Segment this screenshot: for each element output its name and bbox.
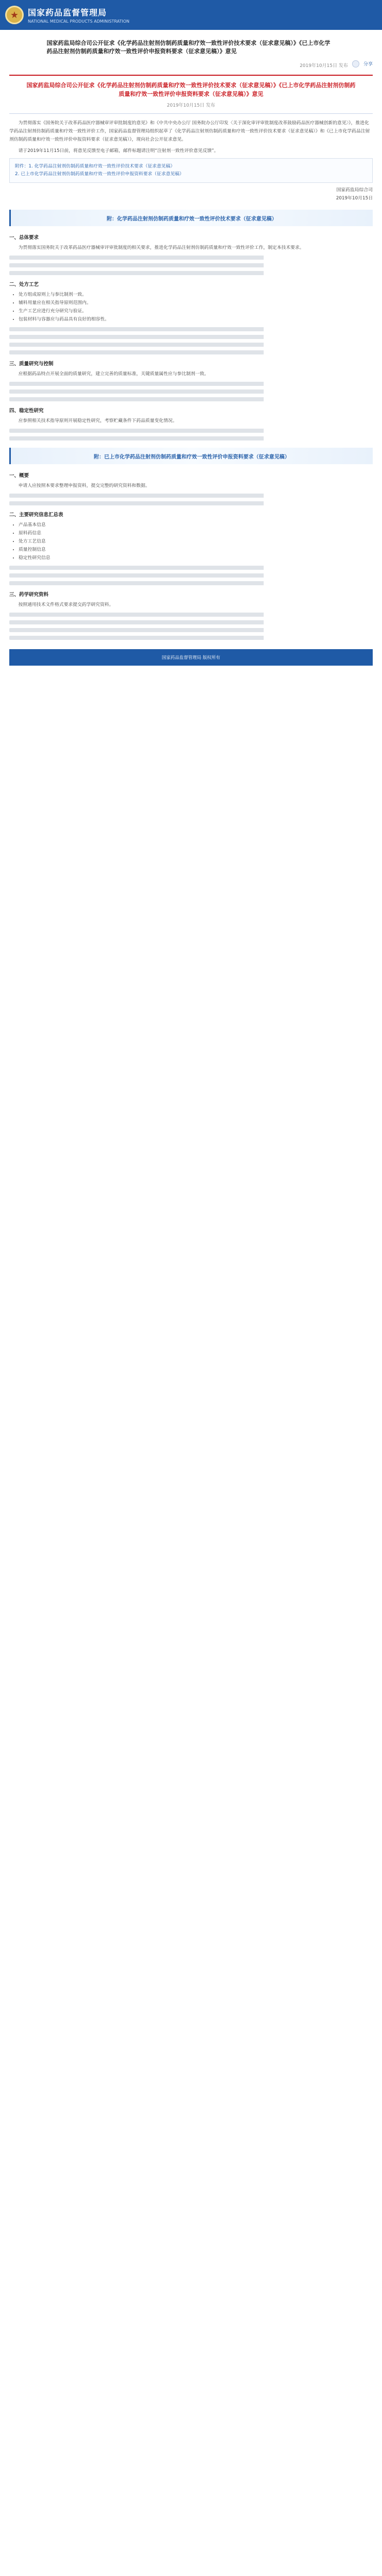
text-line (9, 343, 373, 347)
text-line (9, 335, 373, 339)
site-header (0, 0, 382, 30)
divider (9, 75, 373, 76)
brand-english: NATIONAL MEDICAL PRODUCTS ADMINISTRATION (28, 19, 129, 24)
list-item: • 包装材料与容器应与药品具有良好的相容性。 (19, 315, 373, 324)
list-item: • 处方工艺信息 (19, 537, 373, 546)
paragraph: 应参照相关技术指导原则开展稳定性研究，考察贮藏条件下药品质量变化情况。 (18, 418, 177, 423)
section-heading: 二、主要研究信息汇总表 (9, 512, 63, 518)
publish-meta: 2019年10月15日 发布 (300, 63, 348, 69)
section-heading: 三、药学研究资料 (9, 592, 49, 598)
section-body (9, 370, 373, 378)
print-icon[interactable] (352, 60, 359, 67)
text-line (9, 271, 373, 275)
meta-row (9, 59, 373, 69)
list-item: • 处方组成原则上与参比制剂一致。 (19, 291, 373, 299)
announcement-title: 国家药监局综合司公开征求《化学药品注射剂仿制药质量和疗效一致性评价技术要求（征求意见稿）》《已上市化学药品注射剂仿制药质量和疗效一致性评价申报资料要求（征求意见稿）》意见 (26, 82, 356, 97)
section-body (9, 482, 373, 490)
text-line (9, 581, 373, 585)
text-line (9, 573, 373, 578)
page-content (0, 30, 382, 686)
text-line (9, 494, 373, 498)
page-title: 国家药监局综合司公开征求《化学药品注射剂仿制药质量和疗效一致性评价技术要求（征求意见稿）》《已上市化学药品注射剂仿制药质量和疗效一致性评价申报资料要求（征求意见稿）》意见 (46, 40, 330, 55)
text-line (9, 501, 373, 505)
text-line (9, 636, 373, 640)
sign-date: 2019年10月15日 (336, 196, 373, 201)
section-body (9, 417, 373, 425)
text-line (9, 613, 373, 617)
paragraph: 为贯彻落实国务院关于改革药品医疗器械审评审批制度的相关要求，推进化学药品注射剂仿制药质量和疗效一致性评价工作，制定本技术要求。 (18, 245, 304, 250)
text-line (9, 436, 373, 440)
list-item: • 质量控制信息 (19, 546, 373, 554)
site-footer: 国家药品监督管理局 版权所有 (9, 649, 373, 666)
list-item: • 原料药信息 (19, 529, 373, 537)
text-line (9, 429, 373, 433)
paragraph: 按照通用技术文件格式要求提交药学研究资料。 (18, 602, 114, 607)
text-line (9, 620, 373, 624)
attachment-link[interactable]: 附件：1. 化学药品注射剂仿制药质量和疗效一致性评价技术要求（征求意见稿） (15, 164, 175, 169)
bullet-list (9, 521, 373, 562)
attachment-link[interactable]: 2. 已上市化学药品注射剂仿制药质量和疗效一致性评价申报资料要求（征求意见稿） (15, 172, 184, 177)
text-line (9, 263, 373, 267)
section-heading: 一、总体要求 (9, 235, 39, 241)
text-line (9, 382, 373, 386)
emblem-icon: ★ (5, 6, 24, 24)
announcement-date: 2019年10月15日 发布 (167, 103, 215, 108)
text-line (9, 389, 373, 394)
signature (9, 186, 373, 202)
bullet-list (9, 291, 373, 324)
section-heading: 四、稳定性研究 (9, 408, 44, 414)
paragraph: 申请人应按照本要求整理申报资料，提交完整的研究资料和数据。 (18, 483, 150, 488)
list-item: • 产品基本信息 (19, 521, 373, 529)
list-item: • 稳定性研究信息 (19, 554, 373, 562)
paragraph: 应根据药品特点开展全面的质量研究，建立完善的质量标准，关键质量属性应与参比制剂一致。 (18, 371, 209, 377)
list-item: • 辅料用量应在相关指导原则范围内。 (19, 299, 373, 307)
text-line (9, 350, 373, 354)
attachments (9, 158, 373, 183)
brand-name: 国家药品监督管理局 (28, 8, 107, 18)
text-line (9, 256, 373, 260)
divider (9, 113, 373, 114)
section-heading: 一、概要 (9, 473, 29, 479)
section-body (9, 244, 373, 252)
section-body (9, 601, 373, 609)
paragraph: 为贯彻落实《国务院关于改革药品医疗器械审评审批制度的意见》和《中共中央办公厅 国务院办公厅印发〈关于深化审评审批制度改革鼓励药品医疗器械创新的意见〉》，推进化学药品注射剂仿制药质量和疗效一致性评价工作，国家药品监督管理局组织起草了《化学药品注射剂仿制药质量和疗效一致性评价技术要求（征求意见稿）》和《已上市化学药品注射剂仿制药质量和疗效一致性评价申报资料要求（征求意见稿）》，现向社会公开征求意见。 (9, 121, 370, 142)
paragraph: 请于2019年11月15日前，将意见反馈至电子邮箱，邮件标题请注明“注射剂一致性评价意见反馈”。 (18, 148, 219, 154)
text-line (9, 327, 373, 331)
share-button[interactable]: 分享 (363, 62, 373, 67)
text-line (9, 397, 373, 401)
text-line (9, 566, 373, 570)
section-heading: 三、质量研究与控制 (9, 361, 54, 367)
text-line (9, 628, 373, 632)
section-heading: 二、处方工艺 (9, 282, 39, 287)
section-banner: 附：已上市化学药品注射剂仿制药质量和疗效一致性评价申报资料要求（征求意见稿） (9, 448, 373, 464)
sign-org: 国家药监局综合司 (336, 188, 373, 193)
section-banner: 附：化学药品注射剂仿制药质量和疗效一致性评价技术要求（征求意见稿） (9, 210, 373, 226)
list-item: • 生产工艺应进行充分研究与验证。 (19, 307, 373, 315)
brand[interactable] (28, 6, 129, 24)
announcement-body (9, 119, 373, 155)
